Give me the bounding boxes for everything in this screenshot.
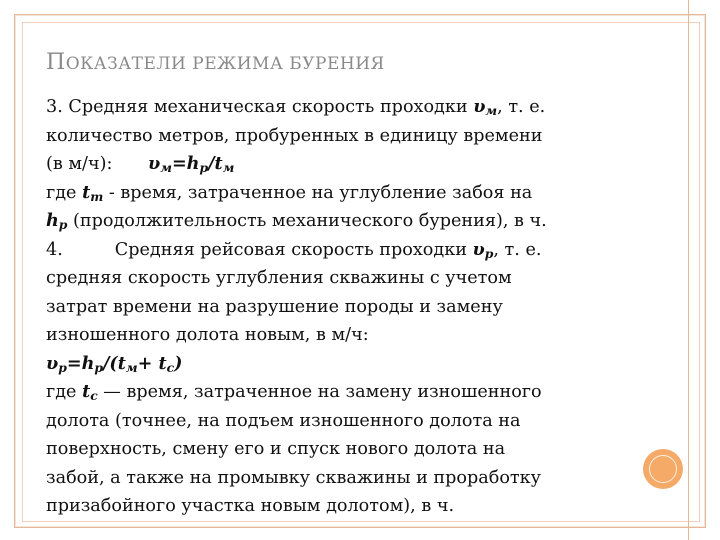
text-line: долота (точнее, на подъем изношенного долота на xyxy=(46,410,521,431)
text-line: количество метров, пробуренных в единицу времени xyxy=(46,125,543,146)
text-line: 3. Средняя механическая скорость проходки $\upsilon_м$, т. е. xyxy=(46,96,546,119)
slide-vertical-rule xyxy=(688,0,689,540)
text-line: затрат времени на разрушение породы и замену xyxy=(46,296,503,317)
text-line: (в м/ч): $\upsilon_м=h_р/t_м$ xyxy=(46,153,235,176)
formula-line: $\upsilon_р=h_p/(t_м+ t_c)$ xyxy=(46,352,183,375)
decorative-circle xyxy=(643,449,683,489)
slide-body xyxy=(46,93,671,521)
text-line: призабойного участка новым долотом), в ч. xyxy=(46,496,455,516)
text-line: $h_p$ (продолжительность механического бурения), в ч. xyxy=(46,210,547,233)
text-line: забой, а также на промывку скважины и проработку xyxy=(46,467,541,488)
text-line: средняя скорость углубления скважины с учетом xyxy=(46,268,512,288)
text-line: где $t_c$ — время, затраченное на замену изношенного xyxy=(46,381,542,404)
slide-title: ПОКАЗАТЕЛИ РЕЖИМА БУРЕНИЯ xyxy=(46,50,385,75)
text-line: где $t_m$ - время, затраченное на углубление забоя на xyxy=(46,181,533,204)
text-line: поверхность, смену его и спуск нового долота на xyxy=(46,439,506,459)
text-line: 4. Средняя рейсовая скорость проходки $\upsilon_р$, т. е. xyxy=(46,238,542,261)
text-line: изношенного долота новым, в м/ч: xyxy=(46,325,369,345)
